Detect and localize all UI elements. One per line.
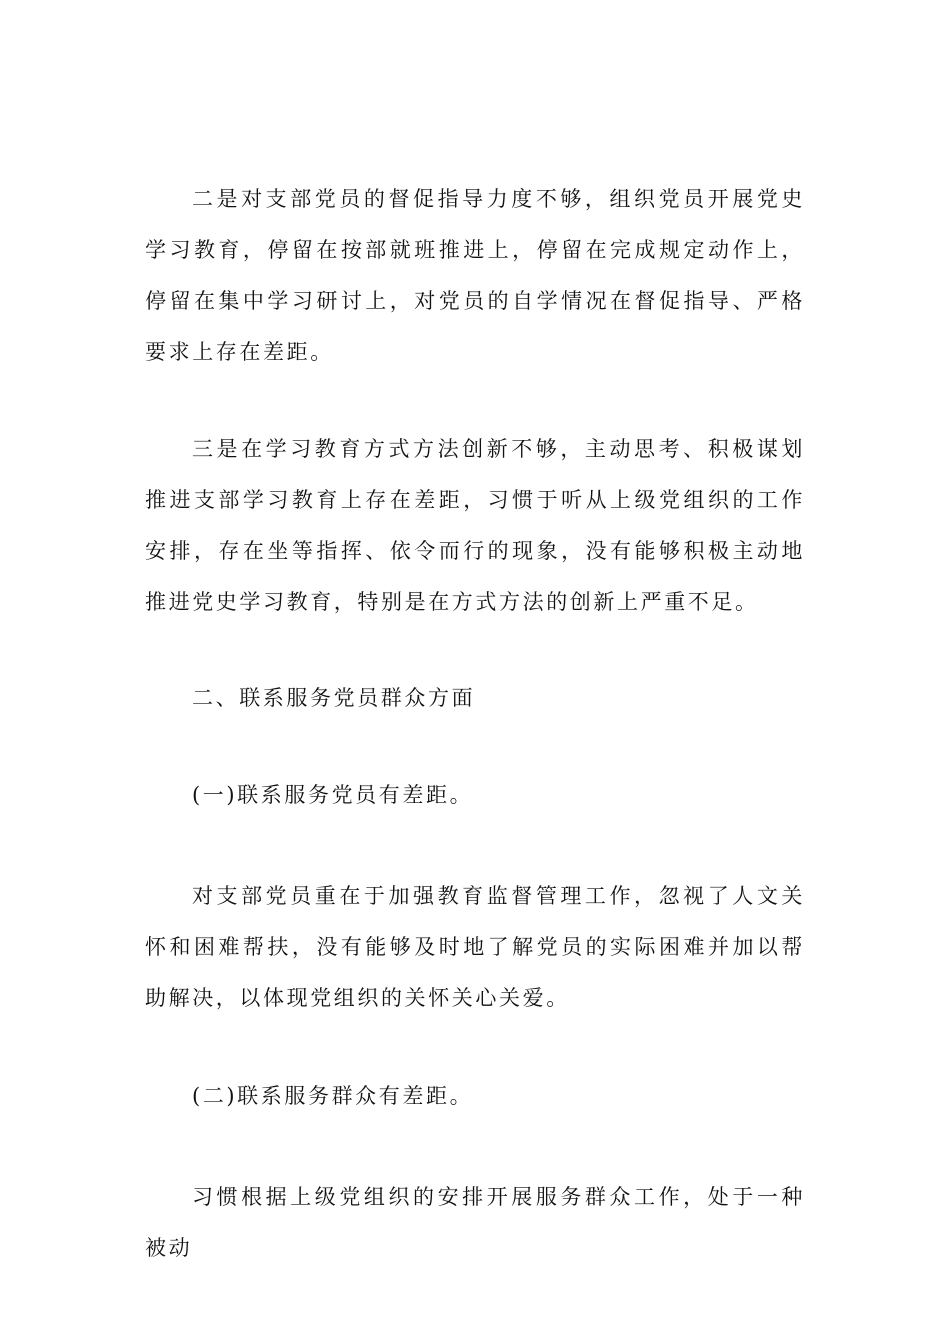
paragraph-member-care-gap: 对支部党员重在于加强教育监督管理工作，忽视了人文关怀和困难帮扶，没有能够及时地了解党员的实际困难并加以帮助解决，以体现党组织的关怀关心关爱。 xyxy=(145,884,805,1010)
section-heading-contact-service: 二、联系服务党员群众方面 xyxy=(192,686,476,710)
paragraph-method-innovation-gap: 三是在学习教育方式方法创新不够，主动思考、积极谋划推进支部学习教育上存在差距，习惯于听从上级党组织的工作安排，存在坐等指挥、依令而行的现象，没有能够积极主动地推进党史学习教育，特别是在方式方法的创新上严重不足。 xyxy=(145,437,805,614)
paragraph-passive-service: 习惯根据上级党组织的安排开展服务群众工作，处于一种被动 xyxy=(145,1185,805,1260)
paragraph-supervision-gap: 二是对支部党员的督促指导力度不够，组织党员开展党史学习教育，停留在按部就班推进上，停留在完成规定动作上，停留在集中学习研讨上，对党员的自学情况在督促指导、严格要求上存在差距。 xyxy=(145,187,805,364)
subheading-serve-masses: (二)联系服务群众有差距。 xyxy=(192,1084,474,1108)
subheading-serve-members: (一)联系服务党员有差距。 xyxy=(192,783,474,807)
